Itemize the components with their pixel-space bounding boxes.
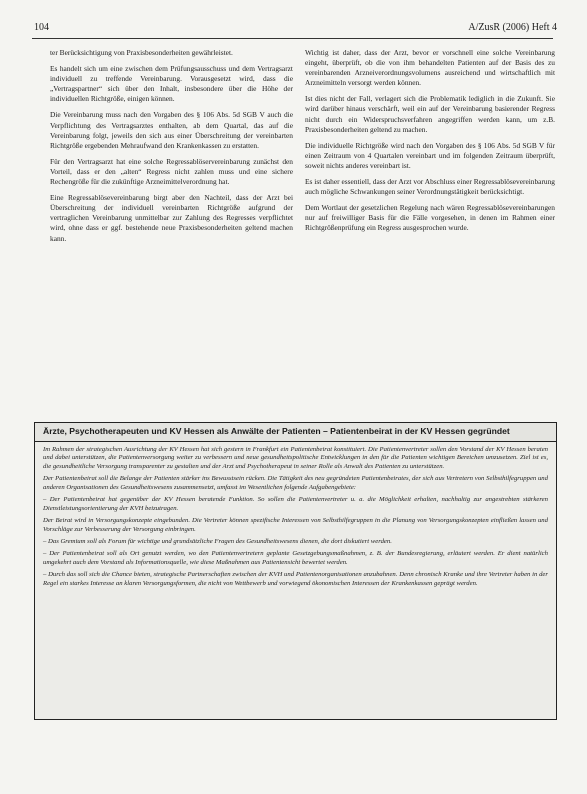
page-number: 104 (34, 22, 49, 33)
paragraph: Für den Vertragsarzt hat eine solche Regressablöservereinbarung zunächst den Vorteil, dass er den „alten“ Regress nicht zahlen muss und eine sichere Rechengröße für die zukünftige Arzneimittelverordnung hat. (50, 156, 293, 187)
journal-reference: A/ZusR (2006) Heft 4 (468, 22, 557, 33)
page-header (0, 22, 587, 38)
paragraph: Es handelt sich um eine zwischen dem Prüfungsausschuss und dem Vertragsarzt individuell zu treffende Vereinbarung. Vorausgesetzt wird, dass die „Vertragspartner“ sich über den Inhalt, insbesondere über die Höhe der individuellen Richtgröße, einigen können. (50, 64, 293, 104)
left-column (50, 48, 293, 250)
paragraph: Eine Regressablösevereinbarung birgt aber den Nachteil, dass der Arzt bei Überschreitung der individuell vereinbarten Richtgröße aufgrund der vertraglichen Vereinbarung unmittelbar zur Zahlung des Regresses verpflichtet wird, ohne dass er ggf. bestehende neue Praxisbesonderheiten geltend machen kann. (50, 193, 293, 243)
box-list-item: – Der Patientenbeirat hat gegenüber der KV Hessen beratende Funktion. So sollen die Patientenvertreter u. a. die Möglichkeit erhalten, nachhaltig zur angestrebten stärkeren Dienstleistungsorientierung der KVH beizutragen. (43, 496, 548, 512)
paragraph: Dem Wortlaut der gesetzlichen Regelung nach wären Regressablösevereinbarungen nur auf freiwilliger Basis für die Fälle vorgesehen, in denen im Rahmen einer Richtgrößenprüfung ein Regress ausgesprochen wurde. (305, 203, 555, 233)
right-column (305, 48, 555, 240)
info-box-body (35, 442, 556, 589)
box-list-item: Der Beirat wird in Versorgungskonzepte eingebunden. Die Vertreter können spezifische Interessen von Selbsthilfegruppen in die Planung von Versorgungskonzepten einfließen lassen und Vorschläge zur Verbesserung der Versorgung einbringen. (43, 517, 548, 533)
paragraph: Wichtig ist daher, dass der Arzt, bevor er vorschnell eine solche Vereinbarung eingeht, überprüft, ob die von ihm behandelten Patienten auf der Basis des zu vereinbarenden Arzneiverordnungsvolumens ausreichend und wirtschaftlich mit Arzneimitteln versorgt werden können. (305, 48, 555, 88)
paragraph: Die individuelle Richtgröße wird nach den Vorgaben des § 106 Abs. 5d SGB V für einen Zeitraum von 4 Quartalen vereinbart und im folgenden Zeitraum überprüft, soweit nichts anderes vereinbart ist. (305, 140, 555, 170)
box-paragraph: Im Rahmen der strategischen Ausrichtung der KV Hessen hat sich gestern in Frankfurt ein Patientenbeirat konstituiert. Die Patientenvertreter sollen den Vorstand der KV Hessen beraten und dabei unterstützen, die Patientenversorgung weiter zu verbessern und neue gesundheitspolitische Entwicklungen in den für die Patienten wichtigen Bereichen umzusetzen. Ziel ist es, die gesundheitliche Versorgung transparenter zu gestalten und der Arzt und Psychotherapeut in seiner Rolle als Anwalt des Patienten zu unterstützen. (43, 445, 548, 470)
box-list-item: – Der Patientenbeirat soll als Ort genutzt werden, wo den Patientenvertretern geplante Gesetzgebungsmaßnahmen, z. B. der Bundesregierung, erläutert werden. Er dient natürlich umgekehrt auch dem Vorstand als Informationsquelle, wie diese Maßnahmen aus Patientensicht bewertet werden. (43, 550, 548, 566)
paragraph: Die Vereinbarung muss nach den Vorgaben des § 106 Abs. 5d SGB V auch die Verpflichtung des Vertragsarztes enthalten, ab dem Quartal, das auf die Vereinbarung folgt, jeweils den sich aus einer Überschreitung der vereinbarten Richtgröße ergebenden Mehraufwand den Krankenkassen zu erstatten. (50, 110, 293, 150)
paragraph: Ist dies nicht der Fall, verlagert sich die Problematik lediglich in die Zukunft. Sie wird darüber hinaus verschärft, weil ein auf der Vereinbarung basierender Regress nicht durch ein Widerspruchsverfahren angegriffen werden kann, um z.B. Praxisbesonderheiten geltend zu machen. (305, 94, 555, 134)
box-paragraph: Der Patientenbeirat soll die Belange der Patienten stärker ins Bewusstsein rücken. Die Tätigkeit des neu gegründeten Patientenbeirates, der sich aus Vertretern von Selbsthilfegruppen und anderen Organisationen des Gesundheitswesens zusammensetzt, umfasst im Wesentlichen folgende Aufgabengebiete: (43, 475, 548, 491)
box-list-item: – Durch das soll sich die Chance bieten, strategische Partnerschaften zwischen der KVH und Patientenorganisationen anzubahnen. Denn chronisch Kranke und ihre Vertreter haben in der Regel ein starkes Interesse an klaren Versorgungsformen, die nicht von Wettbewerb und vorwiegend ökonomischen Interessen der Krankenkassen geprägt werden. (43, 571, 548, 587)
info-box-title: Ärzte, Psychotherapeuten und KV Hessen als Anwälte der Patienten – Patientenbeirat in der KV Hessen gegründet (43, 426, 510, 436)
info-box-header (35, 423, 556, 442)
paragraph: ter Berücksichtigung von Praxisbesonderheiten gewährleistet. (50, 48, 233, 57)
box-list-item: – Das Gremium soll als Forum für wichtige und grundsätzliche Fragen des Gesundheitswesens dienen, die dort diskutiert werden. (43, 537, 392, 545)
info-box (34, 422, 557, 720)
header-rule (32, 38, 553, 39)
paragraph: Es ist daher essentiell, dass der Arzt vor Abschluss einer Regressablösevereinbarung auch mögliche Schwankungen seiner Verordnungstätigkeit berücksichtigt. (305, 177, 555, 197)
